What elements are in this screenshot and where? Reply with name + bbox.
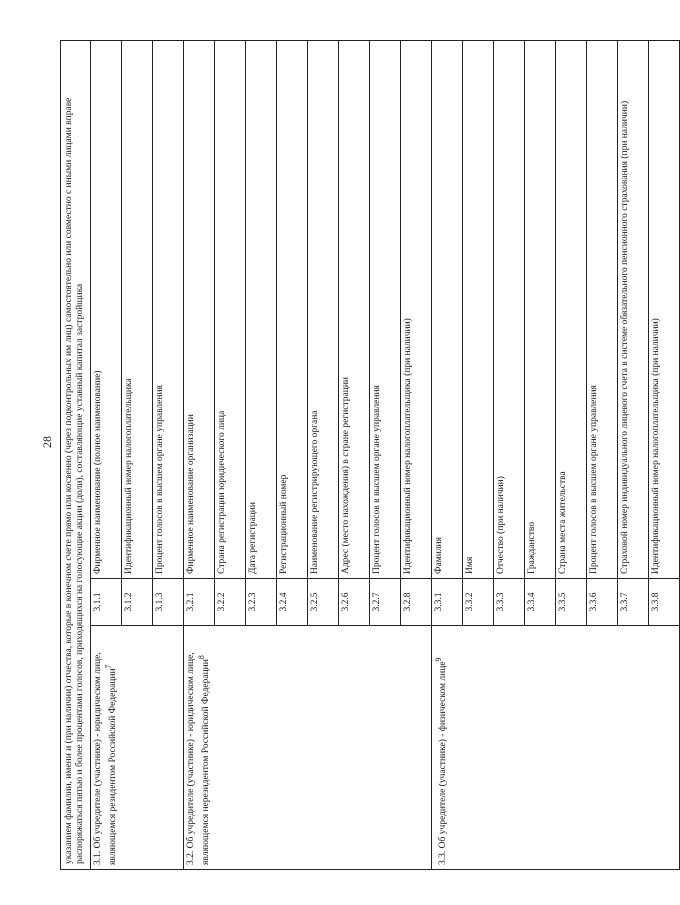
group-label-text: 3.2. Об учредителе (участнике) - юридическом лице, являющемся нерезидентом Российской Федерации: [185, 652, 212, 865]
row-number: 3.3.3: [493, 579, 524, 626]
row-text: Фамилия: [431, 41, 462, 579]
row-text: Регистрационный номер: [276, 41, 307, 579]
page-number: 28: [40, 436, 54, 448]
row-number: 3.3.1: [431, 579, 462, 626]
row-number: 3.1.3: [152, 579, 183, 626]
row-text: Наименование регистрирующего органа: [307, 41, 338, 579]
footnote-mark: 7: [104, 664, 114, 669]
footnote-mark: 9: [433, 657, 443, 662]
row-text: Процент голосов в высшем органе управления: [152, 41, 183, 579]
group-label-text: 3.3. Об учредителе (участнике) - физическом лице: [437, 661, 448, 865]
row-number: 3.3.7: [617, 579, 648, 626]
table-row: [183, 41, 214, 870]
row-text: Дата регистрации: [245, 41, 276, 579]
row-number: 3.3.6: [586, 579, 617, 626]
footnote-mark: 8: [197, 655, 207, 660]
row-text: Гражданство: [524, 41, 555, 579]
row-number: 3.3.4: [524, 579, 555, 626]
row-text: Идентификационный номер налогоплательщика (при наличии): [648, 41, 679, 579]
row-number: 3.3.5: [555, 579, 586, 626]
row-number: 3.2.5: [307, 579, 338, 626]
row-text: Фирменное наименование (полное наименование): [90, 41, 121, 579]
row-text: Имя: [462, 41, 493, 579]
row-text: Отчество (при наличии): [493, 41, 524, 579]
row-text: Процент голосов в высшем органе управления: [586, 41, 617, 579]
table-row: [431, 41, 462, 870]
row-text: Страховой номер индивидуального лицевого счета в системе обязательного пенсионного страхования (при наличии): [617, 41, 648, 579]
row-text: Процент голосов в высшем органе управления: [369, 41, 400, 579]
row-number: 3.3.2: [462, 579, 493, 626]
row-number: 3.2.2: [214, 579, 245, 626]
table-row: [90, 41, 121, 870]
row-number: 3.1.1: [90, 579, 121, 626]
founders-table: [60, 40, 680, 870]
rotated-document-table: [60, 40, 661, 870]
row-number: 3.3.8: [648, 579, 679, 626]
group-label: [90, 626, 183, 870]
row-number: 3.2.1: [183, 579, 214, 626]
row-text: Идентификационный номер налогоплательщика: [121, 41, 152, 579]
group-label-text: 3.1. Об учредителе (участнике) - юридическом лице, являющемся резидентом Российской Федерации: [92, 652, 119, 865]
row-number: 3.2.7: [369, 579, 400, 626]
row-text: Адрес (место нахождения) в стране регистрации: [338, 41, 369, 579]
row-text: Страна места жительства: [555, 41, 586, 579]
row-number: 3.1.2: [121, 579, 152, 626]
row-text: Идентификационный номер налогоплательщика (при наличии): [400, 41, 431, 579]
group-label: [183, 626, 431, 870]
group-label: [431, 626, 679, 870]
row-number: 3.2.3: [245, 579, 276, 626]
founders-table-body: [61, 41, 680, 870]
row-number: 3.2.4: [276, 579, 307, 626]
row-number: 3.2.6: [338, 579, 369, 626]
row-number: 3.2.8: [400, 579, 431, 626]
table-header-text: указанием фамилии, имени и (при наличии) отчества, которые в конечном счете прямо или косвенно (через подконтрольных им лиц) самостоятельно или совместно с иными лицами вправе распоряжаться пятью и более процентами голосов, приходящихся на голосующие акции (доли), составляющие уставный капитал застройщика: [61, 41, 91, 870]
row-text: Страна регистрации юридического лица: [214, 41, 245, 579]
row-text: Фирменное наименование организации: [183, 41, 214, 579]
